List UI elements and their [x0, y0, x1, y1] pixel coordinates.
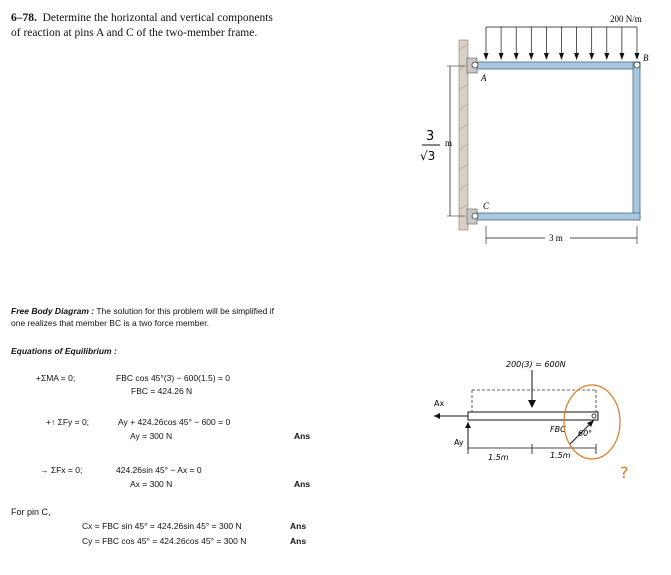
- fy-eq-2: Ay = 300 N: [130, 431, 173, 441]
- ans-cy: Ans: [290, 536, 307, 546]
- label-C: C: [483, 201, 490, 211]
- member-AB: [472, 62, 640, 69]
- sketch-angle-label: 60°: [578, 429, 593, 438]
- moment-lhs: +ΣMA = 0;: [36, 373, 76, 383]
- ans-ay: Ans: [294, 431, 311, 441]
- label-B: B: [643, 53, 649, 63]
- sketch-question-mark: ?: [620, 463, 629, 482]
- moment-eq-2: FBC = 424.26 N: [131, 386, 193, 396]
- equations-heading: Equations of Equilibrium :: [11, 346, 117, 356]
- sketch-dim-1: 1.5m: [488, 453, 509, 462]
- sketch-dim-2: 1.5m: [550, 451, 571, 460]
- load-arrowhead: [544, 53, 549, 60]
- fy-eq-1: Ay + 424.26cos 45° − 600 = 0: [118, 417, 231, 427]
- sketch-ax-label: Ax: [434, 399, 445, 408]
- load-label: 200 N/m: [610, 14, 642, 24]
- wall-support: [459, 40, 468, 230]
- fbd-intro: [11, 305, 274, 329]
- sketch-ay-label: Ay: [454, 438, 464, 447]
- fy-lhs: +↑ ΣFy = 0;: [46, 417, 90, 427]
- fx-eq-2: Ax = 300 N: [130, 479, 173, 489]
- sketch-fbc-label: FBC: [550, 425, 566, 434]
- load-arrowhead: [574, 53, 579, 60]
- handwritten-fraction-den: √3: [420, 149, 436, 163]
- pin-A: [467, 58, 478, 73]
- problem-number: 6–78.: [11, 12, 37, 24]
- load-arrowhead: [499, 53, 504, 60]
- ans-cx: Ans: [290, 521, 307, 531]
- cx-equation: Cx = FBC sin 45° = 424.26sin 45° = 300 N: [82, 521, 242, 531]
- pin-c-heading: For pin C,: [11, 507, 51, 517]
- load-arrowhead: [514, 53, 519, 60]
- sketch-load-note: 200(3) = 600N: [506, 360, 566, 369]
- pin-B: [634, 62, 640, 68]
- handwritten-fraction-num: 3: [426, 129, 435, 144]
- sketch-member: [468, 412, 598, 420]
- load-arrowhead: [484, 53, 489, 60]
- load-arrowhead: [589, 53, 594, 60]
- load-arrowhead: [559, 53, 564, 60]
- problem-line-2: of reaction at pins A and C of the two-member frame.: [11, 27, 258, 39]
- height-label: m: [445, 138, 453, 148]
- member-CB-bottom: [472, 213, 640, 220]
- distributed-load-arrows: [484, 27, 640, 60]
- sketch-resultant-arrowhead: [528, 400, 536, 408]
- label-A: A: [481, 73, 487, 83]
- fx-lhs: → ΣFx = 0;: [40, 465, 83, 475]
- load-arrowhead: [635, 53, 640, 60]
- member-B-vertical: [633, 62, 640, 220]
- cy-equation: Cy = FBC cos 45° = 424.26cos 45° = 300 N: [82, 536, 247, 546]
- ans-ax: Ans: [294, 479, 311, 489]
- problem-line-1: Determine the horizontal and vertical components: [42, 12, 273, 24]
- pin-C: [467, 209, 478, 224]
- load-arrowhead: [604, 53, 609, 60]
- fbd-text-1: The solution for this problem will be simplified if: [96, 306, 274, 316]
- fbd-sketch: [420, 350, 670, 500]
- load-arrowhead: [529, 53, 534, 60]
- fbd-text-2: one realizes that member BC is a two force member.: [11, 318, 209, 328]
- width-label: 3 m: [549, 233, 563, 243]
- fbd-heading: Free Body Diagram :: [11, 306, 95, 316]
- moment-eq-1: FBC cos 45°(3) − 600(1.5) = 0: [116, 373, 230, 383]
- load-arrowhead: [619, 53, 624, 60]
- fx-eq-1: 424.26sin 45° − Ax = 0: [116, 465, 202, 475]
